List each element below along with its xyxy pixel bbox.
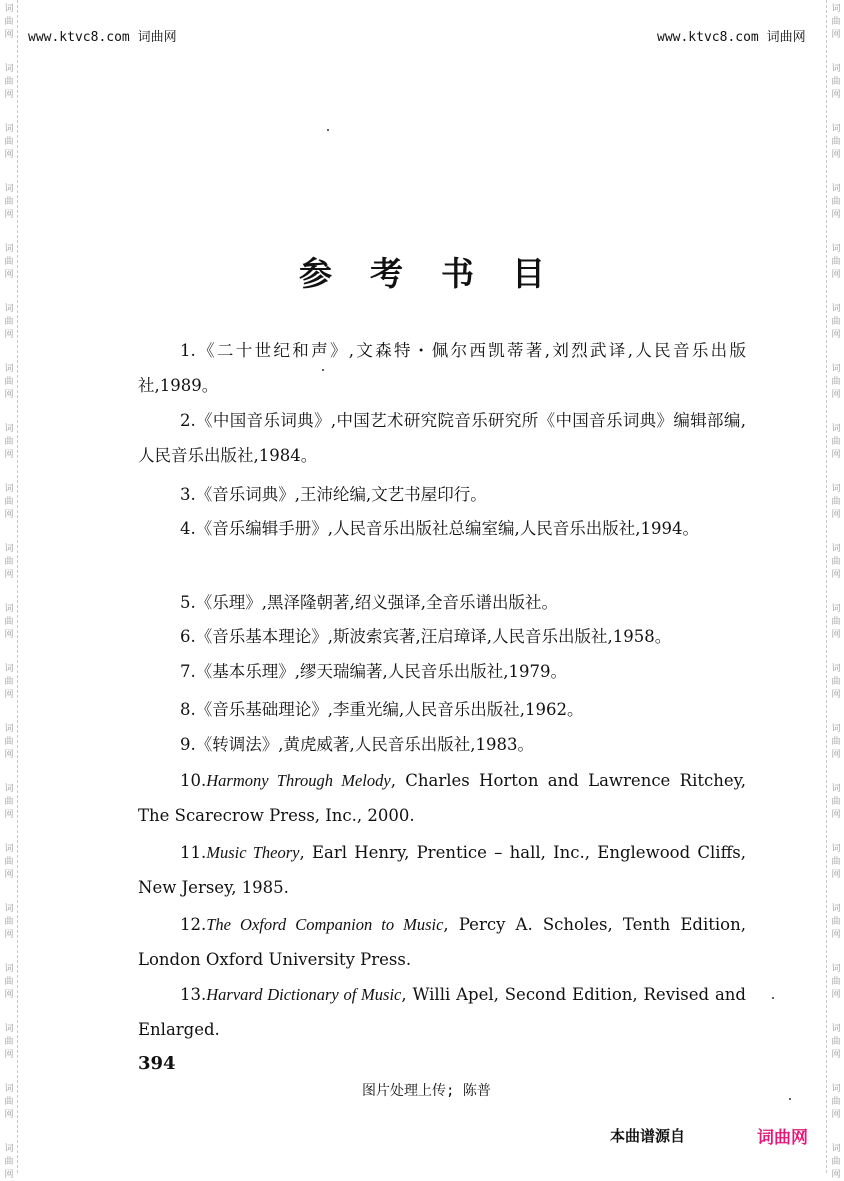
watermark-char: 网: [4, 1110, 14, 1120]
watermark-char: 网: [4, 450, 14, 460]
reference-details: , Earl Henry, Prentice – hall, Inc., Englewood Cliffs, New Jersey, 1985.: [138, 843, 746, 897]
watermark-char: 网: [4, 870, 14, 880]
watermark-char: 曲: [831, 377, 841, 387]
reference-item: [138, 835, 746, 905]
reference-item: 2.《中国音乐词典》,中国艺术研究院音乐研究所《中国音乐词典》编辑部编,人民音乐出版社,1984。: [138, 411, 746, 465]
header-site-name: 词曲网: [766, 30, 806, 45]
watermark-char: 曲: [831, 797, 841, 807]
watermark-char: 曲: [831, 317, 841, 327]
reference-item: [138, 907, 746, 977]
watermark-char: 曲: [4, 77, 14, 87]
watermark-char: 网: [4, 750, 14, 760]
watermark-char: 曲: [4, 17, 14, 27]
header-site-name: 词曲网: [137, 30, 177, 45]
reference-details: , Willi Apel, Second Edition, Revised and Enlarged.: [138, 985, 746, 1039]
watermark-char: 曲: [4, 797, 14, 807]
reference-item: 5.《乐理》,黑泽隆朝著,绍义强译,全音乐谱出版社。: [180, 593, 558, 612]
watermark-char: 词: [4, 304, 14, 314]
reference-number: 11.: [180, 843, 207, 862]
watermark-char: 词: [831, 904, 841, 914]
watermark-char: 词: [4, 724, 14, 734]
watermark-char: 网: [831, 870, 841, 880]
watermark-char: 网: [831, 450, 841, 460]
watermark-char: 网: [831, 1050, 841, 1060]
watermark-char: 网: [831, 750, 841, 760]
upload-credit: 图片处理上传; 陈普: [362, 1083, 491, 1099]
watermark-char: 曲: [4, 677, 14, 687]
reference-title: Harvard Dictionary of Music: [206, 985, 402, 1004]
watermark-char: 词: [4, 64, 14, 74]
watermark-char: 曲: [831, 437, 841, 447]
watermark-char: 网: [4, 390, 14, 400]
reference-item: 8.《音乐基础理论》,李重光编,人民音乐出版社,1962。: [180, 700, 584, 719]
watermark-char: 词: [4, 244, 14, 254]
watermark-char: 词: [831, 124, 841, 134]
reference-item: [138, 977, 746, 1047]
watermark-char: 词: [831, 784, 841, 794]
watermark-char: 词: [831, 1144, 841, 1154]
watermark-char: 词: [4, 4, 14, 14]
watermark-char: 词: [831, 64, 841, 74]
scan-speck: [327, 129, 329, 131]
watermark-char: 词: [4, 1024, 14, 1034]
watermark-char: 曲: [831, 737, 841, 747]
left-watermark-strip: [0, 0, 18, 1180]
watermark-char: 网: [4, 630, 14, 640]
reference-item: 6.《音乐基本理论》,斯波索宾著,汪启璋译,人民音乐出版社,1958。: [180, 627, 672, 646]
reference-item: [138, 763, 746, 833]
watermark-char: 词: [831, 724, 841, 734]
watermark-char: 曲: [4, 437, 14, 447]
watermark-char: 曲: [4, 1157, 14, 1167]
watermark-char: 曲: [4, 257, 14, 267]
reference-details: , Charles Horton and Lawrence Ritchey, The Scarecrow Press, Inc., 2000.: [138, 771, 746, 825]
watermark-char: 曲: [4, 1037, 14, 1047]
watermark-char: 词: [831, 964, 841, 974]
watermark-char: 网: [831, 30, 841, 40]
watermark-char: 曲: [4, 617, 14, 627]
watermark-char: 曲: [831, 977, 841, 987]
watermark-char: 曲: [831, 1097, 841, 1107]
watermark-char: 词: [4, 484, 14, 494]
watermark-char: 曲: [831, 197, 841, 207]
watermark-char: 网: [4, 990, 14, 1000]
watermark-char: 词: [831, 184, 841, 194]
watermark-char: 曲: [831, 917, 841, 927]
watermark-char: 词: [4, 424, 14, 434]
watermark-char: 词: [831, 364, 841, 374]
watermark-char: 网: [4, 1170, 14, 1180]
header-url: www.ktvc8.com: [657, 30, 759, 45]
watermark-char: 网: [4, 330, 14, 340]
watermark-char: 词: [831, 244, 841, 254]
watermark-char: 曲: [831, 617, 841, 627]
watermark-char: 词: [4, 364, 14, 374]
watermark-char: 曲: [831, 497, 841, 507]
scan-speck: [322, 369, 324, 371]
scan-speck: [789, 1098, 791, 1100]
source-site-link[interactable]: 词曲网: [757, 1128, 808, 1148]
reference-title: The Oxford Companion to Music: [206, 915, 444, 934]
watermark-char: 词: [4, 1144, 14, 1154]
right-watermark-strip: [826, 0, 844, 1180]
watermark-char: 网: [831, 150, 841, 160]
page-title: 参考书目: [299, 254, 583, 293]
header-site-right[interactable]: [657, 26, 806, 45]
watermark-char: 词: [831, 1024, 841, 1034]
watermark-char: 网: [831, 1170, 841, 1180]
watermark-char: 词: [831, 544, 841, 554]
watermark-char: 网: [831, 630, 841, 640]
watermark-char: 网: [831, 210, 841, 220]
watermark-char: 网: [4, 510, 14, 520]
watermark-char: 词: [831, 664, 841, 674]
watermark-char: 网: [831, 1110, 841, 1120]
watermark-char: 网: [4, 90, 14, 100]
watermark-char: 曲: [4, 197, 14, 207]
watermark-char: 词: [4, 184, 14, 194]
reference-title: Music Theory: [206, 843, 300, 862]
header-site-left[interactable]: [28, 26, 177, 45]
watermark-char: 网: [831, 690, 841, 700]
watermark-char: 词: [831, 4, 841, 14]
watermark-char: 网: [4, 1050, 14, 1060]
watermark-char: 词: [4, 784, 14, 794]
reference-title: Harmony Through Melody: [206, 771, 391, 790]
watermark-char: 词: [4, 124, 14, 134]
watermark-char: 曲: [831, 137, 841, 147]
reference-item: 9.《转调法》,黄虎威著,人民音乐出版社,1983。: [180, 735, 534, 754]
watermark-char: 词: [831, 844, 841, 854]
watermark-char: 网: [4, 930, 14, 940]
watermark-char: 网: [831, 930, 841, 940]
watermark-char: 网: [831, 990, 841, 1000]
watermark-char: 词: [4, 544, 14, 554]
watermark-char: 词: [4, 664, 14, 674]
watermark-char: 曲: [4, 557, 14, 567]
watermark-char: 曲: [4, 1097, 14, 1107]
watermark-char: 网: [4, 810, 14, 820]
reference-number: 12.: [180, 915, 207, 934]
watermark-char: 曲: [831, 677, 841, 687]
watermark-char: 网: [831, 390, 841, 400]
watermark-char: 网: [831, 570, 841, 580]
watermark-char: 曲: [4, 317, 14, 327]
watermark-char: 曲: [831, 1037, 841, 1047]
reference-item: 4.《音乐编辑手册》,人民音乐出版社总编室编,人民音乐出版社,1994。: [180, 519, 699, 538]
page-number: 394: [138, 1053, 176, 1074]
watermark-char: 词: [4, 1084, 14, 1094]
watermark-char: 网: [4, 270, 14, 280]
watermark-char: 曲: [4, 377, 14, 387]
reference-details: , Percy A. Scholes, Tenth Edition, London Oxford University Press.: [138, 915, 746, 969]
watermark-char: 网: [831, 90, 841, 100]
watermark-char: 曲: [831, 257, 841, 267]
watermark-char: 词: [4, 964, 14, 974]
watermark-char: 曲: [4, 137, 14, 147]
reference-item: 3.《音乐词典》,王沛纶编,文艺书屋印行。: [180, 485, 487, 504]
watermark-char: 网: [4, 570, 14, 580]
watermark-char: 曲: [4, 917, 14, 927]
watermark-char: 曲: [831, 77, 841, 87]
watermark-char: 曲: [4, 737, 14, 747]
watermark-char: 曲: [4, 857, 14, 867]
header-url: www.ktvc8.com: [28, 30, 130, 45]
source-label: 本曲谱源自: [610, 1127, 686, 1145]
watermark-char: 曲: [831, 557, 841, 567]
watermark-char: 曲: [4, 497, 14, 507]
watermark-char: 词: [831, 484, 841, 494]
watermark-char: 词: [4, 844, 14, 854]
scan-speck: [772, 997, 774, 999]
watermark-char: 词: [4, 904, 14, 914]
watermark-char: 曲: [831, 17, 841, 27]
watermark-char: 网: [831, 510, 841, 520]
watermark-char: 网: [4, 30, 14, 40]
watermark-char: 网: [4, 690, 14, 700]
watermark-char: 词: [831, 604, 841, 614]
watermark-char: 词: [831, 304, 841, 314]
reference-number: 13.: [180, 985, 207, 1004]
watermark-char: 词: [4, 604, 14, 614]
reference-number: 10.: [180, 771, 207, 790]
watermark-char: 曲: [4, 977, 14, 987]
reference-item: 7.《基本乐理》,缪天瑞编著,人民音乐出版社,1979。: [180, 662, 567, 681]
watermark-char: 网: [831, 270, 841, 280]
watermark-char: 网: [831, 330, 841, 340]
watermark-char: 曲: [831, 1157, 841, 1167]
watermark-char: 曲: [831, 857, 841, 867]
watermark-char: 词: [831, 424, 841, 434]
watermark-char: 网: [4, 210, 14, 220]
watermark-char: 网: [4, 150, 14, 160]
reference-item: 1.《二十世纪和声》,文森特・佩尔西凯蒂著,刘烈武译,人民音乐出版社,1989。: [138, 341, 746, 395]
watermark-char: 网: [831, 810, 841, 820]
watermark-char: 词: [831, 1084, 841, 1094]
